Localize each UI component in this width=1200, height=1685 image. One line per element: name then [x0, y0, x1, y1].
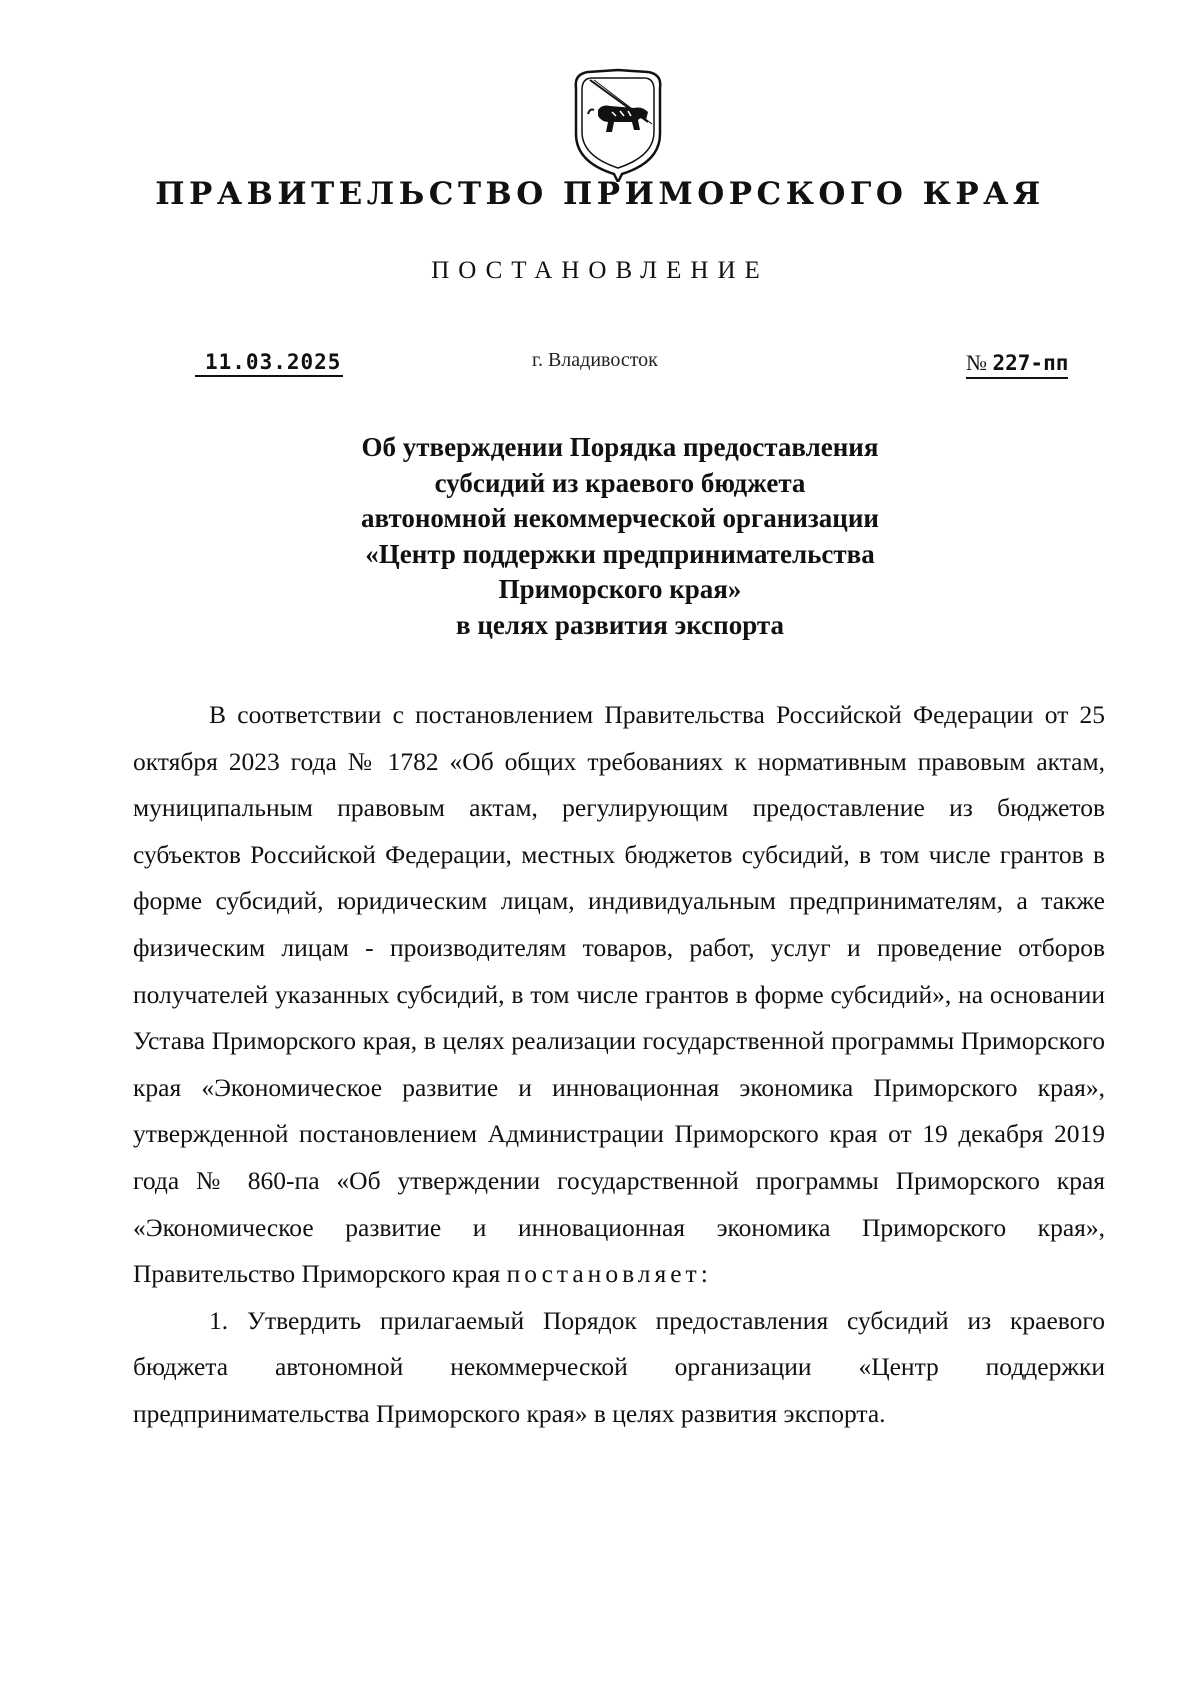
paragraph-item-1: 1. Утвердить прилагаемый Порядок предоставления субсидий из краевого бюджета автономной некоммерческой организации «Центр поддержки предпринимательства Приморского края» в целях развития экспорта. — [133, 1305, 1105, 1428]
heading-line: автономной некоммерческой организации — [361, 503, 879, 533]
document-city: г. Владивосток — [532, 349, 658, 371]
heading-line: Приморского края» — [498, 574, 742, 604]
document-number — [966, 350, 1068, 379]
paragraph-preamble — [133, 692, 1105, 1298]
document-body — [133, 692, 1105, 1438]
heading-line: субсидий из краевого бюджета — [434, 467, 806, 498]
resolves-keyword: постановляет: — [506, 1259, 712, 1289]
document-date: 11.03.2025 — [195, 350, 343, 377]
preamble-text: В соответствии с постановлением Правительства Российской Федерации от 25 октября 2023 года № 1782 «Об общих требованиях к нормативным правовым актам, муниципальным правовым актам, регулирующим предоставление из бюджетов субъектов Российской Федерации, местных бюджетов субсидий, в том числе грантов в форме субсидий, юридическим лицам, индивидуальным предпринимателям, а также физическим лицам - производителям товаров, работ, услуг и проведение отборов получателей указанных субсидий, в том числе грантов в форме субсидий», на основании Устава Приморского края, в целях реализации государственной программы Приморского края «Экономическое развитие и инновационная экономика Приморского края», утвержденной постановлением Администрации Приморского края от 19 декабря 2019 года № 860-па «Об утверждении государственной программы Приморского края «Экономическое развитие и инновационная экономика Приморского края», Правительство Приморского края — [133, 700, 1105, 1289]
heading-line: в целях развития экспорта — [456, 609, 784, 640]
number-value: 227-пп — [992, 351, 1069, 375]
heading-line: «Центр поддержки предпринимательства — [365, 538, 875, 569]
heading-line: Об утверждении Порядка предоставления — [361, 432, 879, 462]
number-sign: № — [966, 350, 987, 375]
coat-of-arms-icon — [568, 66, 668, 182]
document-type: ПОСТАНОВЛЕНИЕ — [431, 257, 769, 284]
government-title: ПРАВИТЕЛЬСТВО ПРИМОРСКОГО КРАЯ — [155, 176, 1045, 212]
document-heading — [0, 430, 1200, 643]
